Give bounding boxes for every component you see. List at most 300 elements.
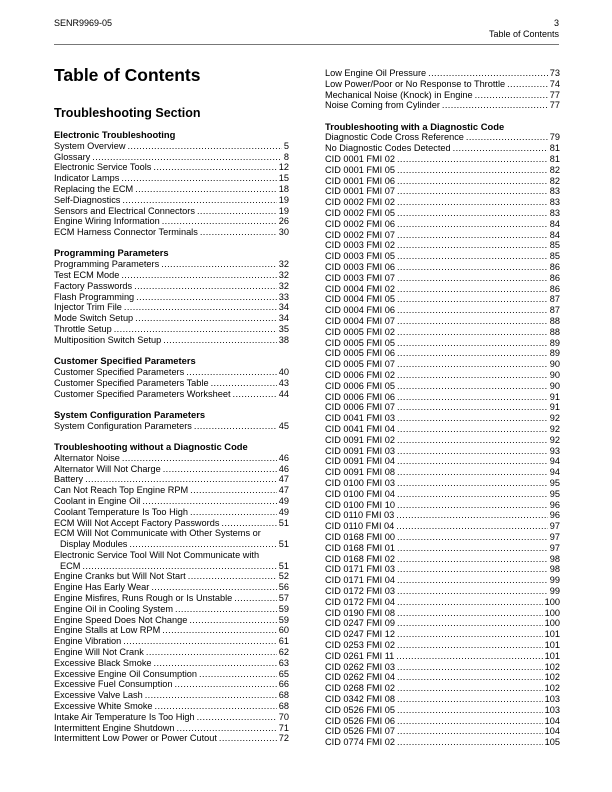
dot-leader bbox=[397, 575, 548, 586]
toc-entry-page: 103 bbox=[544, 693, 560, 704]
toc-entry-page: 46 bbox=[278, 452, 289, 463]
toc-entry[interactable] bbox=[325, 726, 560, 737]
dot-leader bbox=[135, 313, 277, 324]
dot-leader bbox=[145, 690, 277, 701]
toc-entry[interactable] bbox=[54, 324, 289, 335]
toc-entry[interactable] bbox=[54, 679, 289, 690]
toc-entry-page: 87 bbox=[549, 305, 560, 316]
toc-entry[interactable] bbox=[54, 571, 289, 582]
toc-entry[interactable] bbox=[54, 636, 289, 647]
toc-entry-page: 12 bbox=[278, 162, 289, 173]
toc-entry-label: Coolant in Engine Oil bbox=[54, 495, 141, 506]
toc-entry[interactable] bbox=[325, 683, 560, 694]
toc-entry[interactable] bbox=[54, 227, 289, 238]
toc-entry[interactable] bbox=[54, 528, 289, 550]
toc-entry-page: 102 bbox=[544, 661, 560, 672]
toc-entry[interactable] bbox=[54, 690, 289, 701]
toc-entry[interactable] bbox=[54, 582, 289, 593]
toc-entry[interactable] bbox=[54, 550, 289, 572]
toc-entry[interactable] bbox=[325, 79, 560, 90]
dot-leader bbox=[397, 716, 543, 727]
toc-entry-page: 95 bbox=[549, 488, 560, 499]
toc-entry-page: 102 bbox=[544, 672, 560, 683]
toc-entry-label: Intake Air Temperature Is Too High bbox=[54, 711, 195, 722]
toc-entry-label: CID 0100 FMI 03 bbox=[325, 477, 395, 488]
toc-entry[interactable] bbox=[54, 464, 289, 475]
toc-column-left bbox=[54, 64, 289, 755]
toc-entry[interactable] bbox=[54, 281, 289, 292]
dot-leader bbox=[136, 292, 277, 303]
toc-entry-page: 46 bbox=[278, 463, 289, 474]
toc-entry[interactable] bbox=[325, 672, 560, 683]
toc-entry[interactable] bbox=[325, 467, 560, 478]
toc-entry[interactable] bbox=[54, 313, 289, 324]
dot-leader bbox=[397, 381, 548, 392]
toc-entry[interactable] bbox=[54, 669, 289, 680]
toc-entry-label: Test ECM Mode bbox=[54, 270, 120, 281]
page-title: Table of Contents bbox=[54, 65, 201, 85]
toc-entry-page: 97 bbox=[549, 531, 560, 542]
toc-entry-page: 99 bbox=[549, 575, 560, 586]
toc-entry-page: 86 bbox=[549, 262, 560, 273]
toc-entry-page: 83 bbox=[549, 186, 560, 197]
toc-entry-page: 66 bbox=[278, 679, 289, 690]
toc-entry[interactable] bbox=[325, 640, 560, 651]
dot-leader bbox=[122, 453, 277, 464]
toc-entry[interactable] bbox=[325, 305, 560, 316]
toc-entry[interactable] bbox=[54, 421, 289, 432]
toc-entry[interactable] bbox=[54, 647, 289, 658]
toc-entry-label: CID 0190 FMI 08 bbox=[325, 607, 395, 618]
dot-leader bbox=[189, 615, 276, 626]
toc-group bbox=[54, 442, 289, 744]
toc-entry-page: 105 bbox=[544, 737, 560, 748]
toc-entry[interactable] bbox=[325, 90, 560, 101]
dot-leader bbox=[397, 467, 548, 478]
toc-entry[interactable] bbox=[54, 733, 289, 744]
toc-entry[interactable] bbox=[54, 195, 289, 206]
toc-entry-label: CID 0005 FMI 05 bbox=[325, 337, 395, 348]
toc-entry[interactable] bbox=[54, 518, 289, 529]
toc-entry-page: 44 bbox=[278, 388, 289, 399]
dot-leader bbox=[190, 485, 277, 496]
dot-leader bbox=[397, 694, 543, 705]
toc-group bbox=[54, 410, 289, 432]
toc-entry[interactable] bbox=[325, 435, 560, 446]
dot-leader bbox=[397, 489, 548, 500]
toc-entry[interactable] bbox=[325, 132, 560, 143]
toc-entry[interactable] bbox=[54, 259, 289, 270]
dot-leader bbox=[162, 216, 277, 227]
toc-entry-page: 95 bbox=[549, 477, 560, 488]
toc-entry-label: CID 0002 FMI 06 bbox=[325, 218, 395, 229]
dot-leader bbox=[397, 640, 543, 651]
toc-entry[interactable] bbox=[325, 316, 560, 327]
toc-entry-label: ECM Will Not Accept Factory Passwords bbox=[54, 517, 220, 528]
dot-leader bbox=[396, 510, 547, 521]
dot-leader bbox=[194, 421, 277, 432]
toc-entry[interactable] bbox=[325, 273, 560, 284]
toc-entry-label: CID 0262 FMI 04 bbox=[325, 672, 395, 683]
toc-entry[interactable] bbox=[325, 554, 560, 565]
toc-entry[interactable] bbox=[325, 154, 560, 165]
toc-entry[interactable] bbox=[325, 575, 560, 586]
toc-entry-label: Alternator Will Not Charge bbox=[54, 463, 161, 474]
toc-entry-label: CID 0003 FMI 05 bbox=[325, 251, 395, 262]
toc-entry-page: 100 bbox=[544, 618, 560, 629]
toc-entry[interactable] bbox=[325, 262, 560, 273]
toc-entry-label: Glossary bbox=[54, 151, 91, 162]
dot-leader bbox=[197, 712, 277, 723]
toc-entry-page: 97 bbox=[549, 542, 560, 553]
toc-entry[interactable] bbox=[325, 284, 560, 295]
toc-entry[interactable] bbox=[54, 723, 289, 734]
toc-entry-label: CID 0006 FMI 02 bbox=[325, 370, 395, 381]
toc-entry-page: 81 bbox=[549, 154, 560, 165]
dot-leader bbox=[397, 273, 548, 284]
dot-leader bbox=[92, 152, 282, 163]
toc-entry-page: 100 bbox=[544, 596, 560, 607]
toc-entry[interactable] bbox=[54, 604, 289, 615]
toc-entry-label: Self-Diagnostics bbox=[54, 194, 121, 205]
toc-entry[interactable] bbox=[54, 625, 289, 636]
toc-entry[interactable] bbox=[54, 302, 289, 313]
toc-entry[interactable] bbox=[325, 230, 560, 241]
toc-entry-label: CID 0003 FMI 07 bbox=[325, 272, 395, 283]
toc-entry-page: 59 bbox=[278, 614, 289, 625]
toc-entry-label: Injector Trim File bbox=[54, 302, 122, 313]
toc-entry-page: 19 bbox=[278, 194, 289, 205]
toc-entry-page: 99 bbox=[549, 585, 560, 596]
toc-entry-label: CID 0002 FMI 02 bbox=[325, 197, 395, 208]
toc-entry[interactable] bbox=[325, 629, 560, 640]
dot-leader bbox=[397, 629, 543, 640]
dot-leader bbox=[197, 206, 277, 217]
dot-leader bbox=[397, 402, 548, 413]
dot-leader bbox=[397, 683, 543, 694]
toc-group bbox=[54, 248, 289, 345]
toc-entry-label: CID 0004 FMI 07 bbox=[325, 316, 395, 327]
dot-leader bbox=[162, 625, 277, 636]
toc-entry-label: CID 0168 FMI 00 bbox=[325, 531, 395, 542]
toc-entry-page: 68 bbox=[278, 690, 289, 701]
dot-leader bbox=[397, 305, 548, 316]
dot-leader bbox=[85, 474, 277, 485]
toc-entry-label: CID 0168 FMI 02 bbox=[325, 553, 395, 564]
toc-entry-label: Can Not Reach Top Engine RPM bbox=[54, 485, 189, 496]
toc-entry[interactable] bbox=[325, 381, 560, 392]
toc-entry-label: CID 0261 FMI 11 bbox=[325, 650, 395, 661]
toc-entry[interactable] bbox=[325, 68, 560, 79]
dot-leader bbox=[175, 604, 277, 615]
toc-entry-page: 94 bbox=[549, 456, 560, 467]
toc-entry[interactable] bbox=[54, 615, 289, 626]
toc-entry-label: Mechanical Noise (Knock) in Engine bbox=[325, 89, 473, 100]
dot-leader bbox=[397, 176, 548, 187]
toc-entry-label: CID 0172 FMI 04 bbox=[325, 596, 395, 607]
toc-entry-page: 89 bbox=[549, 348, 560, 359]
toc-entry[interactable] bbox=[325, 662, 560, 673]
dot-leader bbox=[397, 564, 548, 575]
dot-leader bbox=[397, 500, 548, 511]
toc-entry-page: 90 bbox=[549, 370, 560, 381]
toc-entry[interactable] bbox=[54, 658, 289, 669]
toc-entry-page: 35 bbox=[278, 324, 289, 335]
toc-entry-label: CID 0091 FMI 02 bbox=[325, 434, 395, 445]
dot-leader bbox=[163, 335, 277, 346]
toc-entry-label: ECM Harness Connector Terminals bbox=[54, 227, 198, 238]
toc-entry[interactable] bbox=[54, 485, 289, 496]
dot-leader bbox=[475, 90, 548, 101]
dot-leader bbox=[397, 359, 548, 370]
toc-entry[interactable] bbox=[54, 162, 289, 173]
toc-group-title: Troubleshooting with a Diagnostic Code bbox=[325, 120, 505, 132]
dot-leader bbox=[161, 259, 277, 270]
toc-entry[interactable] bbox=[325, 208, 560, 219]
toc-entry-page: 30 bbox=[278, 227, 289, 238]
toc-entry-page: 88 bbox=[549, 326, 560, 337]
toc-entry[interactable] bbox=[325, 294, 560, 305]
toc-entry-page: 92 bbox=[549, 434, 560, 445]
toc-entry[interactable] bbox=[325, 456, 560, 467]
toc-entry-label: Replacing the ECM bbox=[54, 183, 134, 194]
toc-entry-page: 97 bbox=[549, 521, 560, 532]
toc-entry-label-cont: ECM bbox=[60, 560, 81, 571]
dot-leader bbox=[114, 324, 277, 335]
toc-entry-label: CID 0001 FMI 02 bbox=[325, 154, 395, 165]
toc-entry[interactable] bbox=[325, 197, 560, 208]
dot-leader bbox=[397, 392, 548, 403]
toc-entry-page: 5 bbox=[283, 140, 289, 151]
toc-entry-page: 86 bbox=[549, 272, 560, 283]
toc-entry-label: Engine Stalls at Low RPM bbox=[54, 625, 161, 636]
toc-entry[interactable] bbox=[325, 143, 560, 154]
toc-entry[interactable] bbox=[325, 651, 560, 662]
dot-leader bbox=[123, 636, 277, 647]
dot-leader bbox=[121, 270, 276, 281]
toc-entry[interactable] bbox=[325, 338, 560, 349]
toc-entry[interactable] bbox=[325, 694, 560, 705]
toc-entry-page: 104 bbox=[544, 715, 560, 726]
toc-entry-page: 40 bbox=[278, 366, 289, 377]
toc-entry-label: CID 0110 FMI 03 bbox=[325, 510, 395, 521]
toc-entry[interactable] bbox=[54, 496, 289, 507]
toc-entry[interactable] bbox=[54, 507, 289, 518]
toc-entry[interactable] bbox=[325, 618, 560, 629]
toc-entry[interactable] bbox=[325, 597, 560, 608]
dot-leader bbox=[163, 464, 277, 475]
dot-leader bbox=[396, 651, 542, 662]
dot-leader bbox=[234, 593, 277, 604]
toc-entry[interactable] bbox=[325, 521, 560, 532]
toc-entry-label: CID 0006 FMI 07 bbox=[325, 402, 395, 413]
toc-entry-label: System Overview bbox=[54, 140, 126, 151]
toc-entry[interactable] bbox=[54, 152, 289, 163]
dot-leader bbox=[397, 294, 548, 305]
toc-column-right bbox=[325, 68, 560, 758]
toc-entry-label: CID 0005 FMI 07 bbox=[325, 359, 395, 370]
toc-entry[interactable] bbox=[325, 737, 560, 748]
dot-leader bbox=[507, 79, 548, 90]
toc-entry-label: Sensors and Electrical Connectors bbox=[54, 205, 195, 216]
dot-leader bbox=[186, 367, 277, 378]
toc-entry[interactable] bbox=[54, 173, 289, 184]
dot-leader bbox=[397, 662, 543, 673]
dot-leader bbox=[397, 456, 548, 467]
toc-entry[interactable] bbox=[54, 378, 289, 389]
toc-entry[interactable] bbox=[54, 141, 289, 152]
toc-entry[interactable] bbox=[325, 413, 560, 424]
toc-entry[interactable] bbox=[54, 701, 289, 712]
toc-entry-label: CID 0100 FMI 04 bbox=[325, 488, 395, 499]
toc-entry[interactable] bbox=[54, 367, 289, 378]
section-title: Troubleshooting Section bbox=[54, 106, 201, 120]
toc-entry[interactable] bbox=[54, 712, 289, 723]
toc-entry-label: Mode Switch Setup bbox=[54, 313, 134, 324]
toc-entry-label: CID 0262 FMI 03 bbox=[325, 661, 395, 672]
toc-entry-label: CID 0168 FMI 01 bbox=[325, 542, 395, 553]
toc-entry-label: CID 0172 FMI 03 bbox=[325, 585, 395, 596]
toc-entry-page: 101 bbox=[544, 639, 560, 650]
document-id: SENR9969-05 bbox=[54, 18, 113, 28]
toc-entry[interactable] bbox=[325, 327, 560, 338]
dot-leader bbox=[397, 316, 548, 327]
toc-entry[interactable] bbox=[325, 424, 560, 435]
toc-entry[interactable] bbox=[325, 100, 560, 111]
toc-entry-page: 91 bbox=[549, 391, 560, 402]
toc-entry-page: 77 bbox=[549, 89, 560, 100]
toc-entry-page: 104 bbox=[544, 726, 560, 737]
toc-entry[interactable] bbox=[54, 335, 289, 346]
toc-entry-label: CID 0268 FMI 02 bbox=[325, 683, 395, 694]
dot-leader bbox=[397, 165, 548, 176]
toc-entry[interactable] bbox=[325, 370, 560, 381]
toc-entry[interactable] bbox=[54, 389, 289, 400]
toc-entry[interactable] bbox=[325, 586, 560, 597]
toc-entry[interactable] bbox=[325, 510, 560, 521]
toc-entry[interactable] bbox=[325, 348, 560, 359]
toc-entry[interactable] bbox=[325, 176, 560, 187]
dot-leader bbox=[397, 197, 548, 208]
toc-entry-page: 49 bbox=[278, 506, 289, 517]
dot-leader bbox=[397, 413, 548, 424]
toc-entry[interactable] bbox=[325, 543, 560, 554]
dot-leader bbox=[211, 378, 277, 389]
dot-leader bbox=[154, 658, 277, 669]
toc-entry[interactable] bbox=[325, 402, 560, 413]
toc-entry[interactable] bbox=[54, 206, 289, 217]
toc-group-title: Customer Specified Parameters bbox=[54, 355, 196, 367]
toc-entry[interactable] bbox=[54, 216, 289, 227]
toc-entry-page: 92 bbox=[549, 424, 560, 434]
toc-entry[interactable] bbox=[325, 165, 560, 176]
dot-leader bbox=[146, 647, 277, 658]
toc-entry-label: CID 0110 FMI 04 bbox=[325, 521, 395, 532]
toc-entry[interactable] bbox=[325, 392, 560, 403]
toc-entry-page: 38 bbox=[278, 334, 289, 345]
toc-entry-label: Engine Oil in Cooling System bbox=[54, 603, 173, 614]
toc-entry-label: Flash Programming bbox=[54, 291, 135, 302]
toc-entry[interactable] bbox=[325, 219, 560, 230]
toc-entry-page: 43 bbox=[278, 377, 289, 388]
toc-entry[interactable] bbox=[325, 478, 560, 489]
toc-entry-label: System Configuration Parameters bbox=[54, 420, 192, 431]
page-number: 3 bbox=[553, 18, 559, 28]
toc-entry[interactable] bbox=[325, 500, 560, 511]
toc-entry-label-cont: Display Modules bbox=[60, 539, 128, 550]
toc-entry-page: 91 bbox=[549, 402, 560, 413]
toc-entry-label: CID 0005 FMI 02 bbox=[325, 326, 395, 337]
toc-entry[interactable] bbox=[325, 186, 560, 197]
toc-entry[interactable] bbox=[325, 240, 560, 251]
toc-entry[interactable] bbox=[325, 716, 560, 727]
dot-leader bbox=[397, 435, 548, 446]
toc-entry-page: 82 bbox=[549, 175, 560, 186]
toc-entry-label: CID 0091 FMI 04 bbox=[325, 456, 395, 467]
dot-leader bbox=[397, 554, 548, 565]
toc-entry[interactable] bbox=[54, 453, 289, 464]
toc-entry-label: Electronic Service Tool Will Not Communicate with bbox=[54, 549, 260, 560]
toc-entry-page: 19 bbox=[278, 205, 289, 216]
toc-entry-page: 79 bbox=[549, 132, 560, 143]
toc-group-title: Electronic Troubleshooting bbox=[54, 129, 176, 140]
dot-leader bbox=[396, 521, 547, 532]
toc-entry-label: CID 0002 FMI 07 bbox=[325, 229, 395, 240]
toc-entry[interactable] bbox=[54, 184, 289, 195]
toc-group-title: System Configuration Parameters bbox=[54, 408, 206, 420]
toc-entry-label: Electronic Service Tools bbox=[54, 162, 152, 173]
toc-entry[interactable] bbox=[325, 532, 560, 543]
toc-entry[interactable] bbox=[54, 593, 289, 604]
toc-entry[interactable] bbox=[54, 270, 289, 281]
toc-entry[interactable] bbox=[325, 359, 560, 370]
dot-leader bbox=[397, 251, 548, 262]
toc-entry-page: 51 bbox=[278, 539, 289, 550]
toc-entry-page: 81 bbox=[549, 143, 560, 154]
toc-entry-label: CID 0004 FMI 05 bbox=[325, 294, 395, 305]
dot-leader bbox=[397, 284, 548, 295]
toc-entry[interactable] bbox=[325, 489, 560, 500]
toc-entry-page: 74 bbox=[549, 78, 560, 89]
toc-entry-page: 92 bbox=[549, 413, 560, 424]
dot-leader bbox=[153, 162, 276, 173]
toc-entry-page: 51 bbox=[278, 517, 289, 528]
dot-leader bbox=[82, 561, 276, 572]
toc-entry[interactable] bbox=[325, 705, 560, 716]
dot-leader bbox=[442, 100, 548, 111]
toc-group bbox=[54, 356, 289, 399]
toc-entry-label: Engine Vibration bbox=[54, 636, 122, 647]
dot-leader bbox=[397, 705, 543, 716]
toc-entry[interactable] bbox=[325, 564, 560, 575]
toc-entry[interactable] bbox=[325, 251, 560, 262]
toc-entry[interactable] bbox=[54, 292, 289, 303]
toc-entry-page: 98 bbox=[549, 553, 560, 564]
running-header bbox=[489, 18, 559, 40]
toc-entry-page: 83 bbox=[549, 208, 560, 219]
toc-entry-label: Customer Specified Parameters bbox=[54, 366, 185, 377]
toc-entry[interactable] bbox=[325, 608, 560, 619]
toc-entry-page: 45 bbox=[278, 420, 289, 431]
dot-leader bbox=[397, 262, 548, 273]
toc-entry-page: 63 bbox=[278, 657, 289, 668]
toc-entry-page: 61 bbox=[278, 636, 289, 647]
toc-entry-label: CID 0004 FMI 02 bbox=[325, 283, 395, 294]
dot-leader bbox=[428, 68, 548, 79]
toc-entry[interactable] bbox=[54, 474, 289, 485]
toc-entry-page: 59 bbox=[278, 603, 289, 614]
toc-entry[interactable] bbox=[325, 446, 560, 457]
